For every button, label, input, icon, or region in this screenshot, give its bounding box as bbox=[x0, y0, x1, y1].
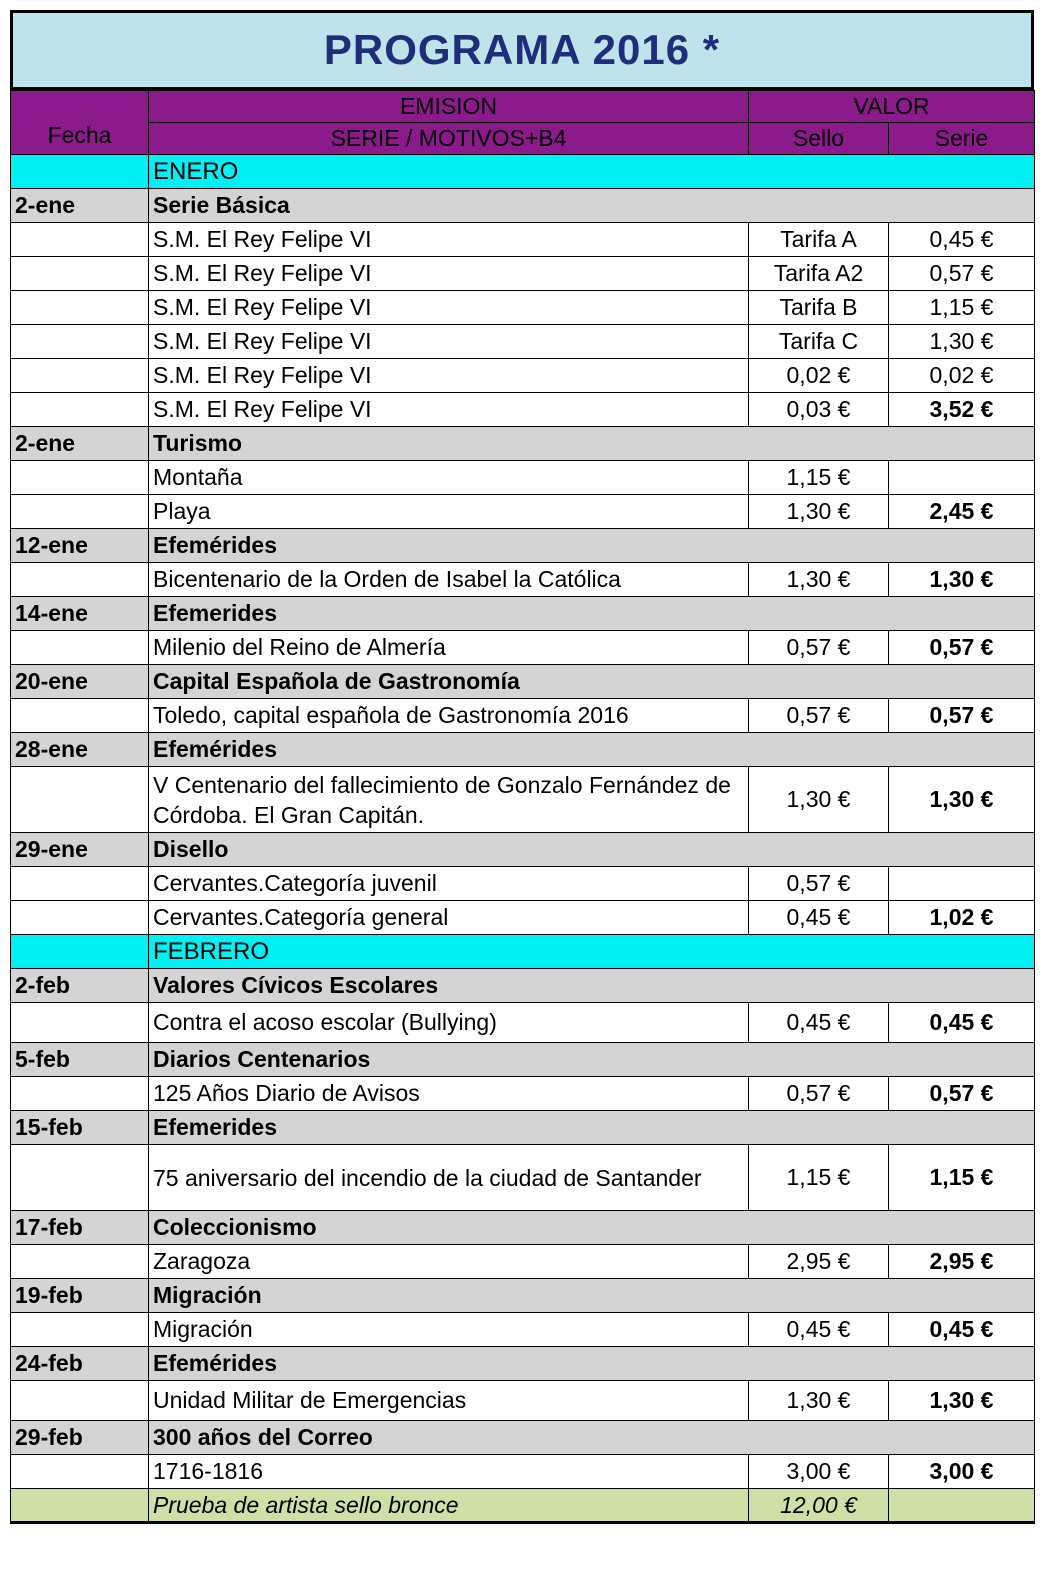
group-date: 2-feb bbox=[11, 969, 149, 1003]
stamp-row bbox=[11, 223, 1035, 257]
stamp-row bbox=[11, 867, 1035, 901]
series-value: 0,45 € bbox=[889, 223, 1035, 257]
group-title: Serie Básica bbox=[149, 189, 1035, 223]
stamp-description: Bicentenario de la Orden de Isabel la Católica bbox=[149, 563, 749, 597]
title-banner bbox=[10, 10, 1034, 90]
date-blank bbox=[11, 1077, 149, 1111]
program-table bbox=[10, 90, 1035, 1524]
stamp-description: Zaragoza bbox=[149, 1245, 749, 1279]
program-sheet bbox=[10, 10, 1034, 1524]
group-title: Valores Cívicos Escolares bbox=[149, 969, 1035, 1003]
series-value: 1,02 € bbox=[889, 901, 1035, 935]
series-value: 1,30 € bbox=[889, 1381, 1035, 1421]
month-spacer bbox=[11, 935, 149, 969]
stamp-row bbox=[11, 1313, 1035, 1347]
group-title: Efemérides bbox=[149, 529, 1035, 563]
group-title: Coleccionismo bbox=[149, 1211, 1035, 1245]
date-blank bbox=[11, 325, 149, 359]
group-row bbox=[11, 1347, 1035, 1381]
date-blank bbox=[11, 699, 149, 733]
series-value: 0,45 € bbox=[889, 1313, 1035, 1347]
series-value: 0,57 € bbox=[889, 699, 1035, 733]
date-blank bbox=[11, 223, 149, 257]
stamp-row bbox=[11, 325, 1035, 359]
header-fecha: Fecha bbox=[11, 91, 149, 155]
series-value bbox=[889, 867, 1035, 901]
group-title: 300 años del Correo bbox=[149, 1421, 1035, 1455]
group-title: Efemérides bbox=[149, 733, 1035, 767]
group-row bbox=[11, 1279, 1035, 1313]
header-row-1 bbox=[11, 91, 1035, 123]
stamp-row bbox=[11, 1381, 1035, 1421]
date-blank bbox=[11, 1245, 149, 1279]
series-value bbox=[889, 461, 1035, 495]
stamp-value: 1,30 € bbox=[749, 767, 889, 833]
date-blank bbox=[11, 867, 149, 901]
group-title: Efemérides bbox=[149, 1347, 1035, 1381]
series-value: 1,15 € bbox=[889, 291, 1035, 325]
stamp-row bbox=[11, 1245, 1035, 1279]
header-serie: Serie bbox=[889, 123, 1035, 155]
group-date: 24-feb bbox=[11, 1347, 149, 1381]
group-row bbox=[11, 529, 1035, 563]
group-row bbox=[11, 733, 1035, 767]
date-blank bbox=[11, 1003, 149, 1043]
stamp-row bbox=[11, 291, 1035, 325]
stamp-description: S.M. El Rey Felipe VI bbox=[149, 257, 749, 291]
stamp-row bbox=[11, 461, 1035, 495]
group-date: 15-feb bbox=[11, 1111, 149, 1145]
page-title: PROGRAMA 2016 * bbox=[323, 26, 721, 73]
group-date: 17-feb bbox=[11, 1211, 149, 1245]
stamp-value: 1,15 € bbox=[749, 1145, 889, 1211]
group-title: Efemerides bbox=[149, 1111, 1035, 1145]
stamp-description: Unidad Militar de Emergencias bbox=[149, 1381, 749, 1421]
stamp-description: 125 Años Diario de Avisos bbox=[149, 1077, 749, 1111]
date-blank bbox=[11, 359, 149, 393]
stamp-value: 1,30 € bbox=[749, 495, 889, 529]
group-date: 20-ene bbox=[11, 665, 149, 699]
date-blank bbox=[11, 495, 149, 529]
stamp-value: Tarifa A bbox=[749, 223, 889, 257]
stamp-description: S.M. El Rey Felipe VI bbox=[149, 393, 749, 427]
stamp-description: Contra el acoso escolar (Bullying) bbox=[149, 1003, 749, 1043]
month-name: FEBRERO bbox=[149, 935, 1035, 969]
month-name: ENERO bbox=[149, 155, 1035, 189]
stamp-row bbox=[11, 699, 1035, 733]
footer-value: 12,00 € bbox=[749, 1489, 889, 1523]
group-row bbox=[11, 597, 1035, 631]
month-row bbox=[11, 935, 1035, 969]
series-value: 2,95 € bbox=[889, 1245, 1035, 1279]
group-title: Turismo bbox=[149, 427, 1035, 461]
stamp-row bbox=[11, 257, 1035, 291]
stamp-value: 0,03 € bbox=[749, 393, 889, 427]
group-row bbox=[11, 1211, 1035, 1245]
stamp-value: 1,30 € bbox=[749, 563, 889, 597]
footer-row bbox=[11, 1489, 1035, 1523]
group-date: 14-ene bbox=[11, 597, 149, 631]
header-sello: Sello bbox=[749, 123, 889, 155]
series-value: 1,30 € bbox=[889, 767, 1035, 833]
stamp-value: 1,15 € bbox=[749, 461, 889, 495]
series-value: 0,57 € bbox=[889, 257, 1035, 291]
stamp-value: 3,00 € bbox=[749, 1455, 889, 1489]
stamp-value: 0,45 € bbox=[749, 901, 889, 935]
group-date: 12-ene bbox=[11, 529, 149, 563]
stamp-description: S.M. El Rey Felipe VI bbox=[149, 359, 749, 393]
stamp-row bbox=[11, 1145, 1035, 1211]
stamp-description: Migración bbox=[149, 1313, 749, 1347]
stamp-description: V Centenario del fallecimiento de Gonzalo Fernández de Córdoba. El Gran Capitán. bbox=[149, 767, 749, 833]
date-blank bbox=[11, 1313, 149, 1347]
group-title: Capital Española de Gastronomía bbox=[149, 665, 1035, 699]
stamp-value: Tarifa A2 bbox=[749, 257, 889, 291]
group-date: 2-ene bbox=[11, 427, 149, 461]
stamp-value: Tarifa C bbox=[749, 325, 889, 359]
stamp-description: Cervantes.Categoría general bbox=[149, 901, 749, 935]
group-row bbox=[11, 665, 1035, 699]
stamp-value: 0,57 € bbox=[749, 867, 889, 901]
stamp-value: 0,57 € bbox=[749, 631, 889, 665]
date-blank bbox=[11, 393, 149, 427]
stamp-value: 0,57 € bbox=[749, 699, 889, 733]
stamp-description: Toledo, capital española de Gastronomía 2016 bbox=[149, 699, 749, 733]
stamp-row bbox=[11, 1455, 1035, 1489]
series-value: 1,15 € bbox=[889, 1145, 1035, 1211]
stamp-description: Playa bbox=[149, 495, 749, 529]
footer-blank-2 bbox=[889, 1489, 1035, 1523]
stamp-value: 0,02 € bbox=[749, 359, 889, 393]
date-blank bbox=[11, 901, 149, 935]
stamp-value: 2,95 € bbox=[749, 1245, 889, 1279]
group-row bbox=[11, 1111, 1035, 1145]
series-value: 0,57 € bbox=[889, 1077, 1035, 1111]
group-row bbox=[11, 427, 1035, 461]
stamp-row bbox=[11, 1003, 1035, 1043]
header-row-2 bbox=[11, 123, 1035, 155]
group-row bbox=[11, 833, 1035, 867]
header-serie-motivos: SERIE / MOTIVOS+B4 bbox=[149, 123, 749, 155]
group-title: Disello bbox=[149, 833, 1035, 867]
header-emision: EMISION bbox=[149, 91, 749, 123]
stamp-value: Tarifa B bbox=[749, 291, 889, 325]
series-value: 3,52 € bbox=[889, 393, 1035, 427]
group-row bbox=[11, 1043, 1035, 1077]
stamp-description: Milenio del Reino de Almería bbox=[149, 631, 749, 665]
date-blank bbox=[11, 461, 149, 495]
stamp-row bbox=[11, 767, 1035, 833]
stamp-description: 75 aniversario del incendio de la ciudad de Santander bbox=[149, 1145, 749, 1211]
date-blank bbox=[11, 563, 149, 597]
stamp-row bbox=[11, 1077, 1035, 1111]
month-spacer bbox=[11, 155, 149, 189]
date-blank bbox=[11, 1381, 149, 1421]
group-row bbox=[11, 969, 1035, 1003]
stamp-description: S.M. El Rey Felipe VI bbox=[149, 291, 749, 325]
stamp-description: S.M. El Rey Felipe VI bbox=[149, 223, 749, 257]
stamp-row bbox=[11, 495, 1035, 529]
group-date: 2-ene bbox=[11, 189, 149, 223]
group-date: 29-feb bbox=[11, 1421, 149, 1455]
stamp-value: 1,30 € bbox=[749, 1381, 889, 1421]
group-row bbox=[11, 189, 1035, 223]
date-blank bbox=[11, 631, 149, 665]
series-value: 1,30 € bbox=[889, 563, 1035, 597]
header-valor: VALOR bbox=[749, 91, 1035, 123]
stamp-description: S.M. El Rey Felipe VI bbox=[149, 325, 749, 359]
stamp-description: Cervantes.Categoría juvenil bbox=[149, 867, 749, 901]
series-value: 3,00 € bbox=[889, 1455, 1035, 1489]
series-value: 0,57 € bbox=[889, 631, 1035, 665]
footer-description: Prueba de artista sello bronce bbox=[149, 1489, 749, 1523]
group-title: Migración bbox=[149, 1279, 1035, 1313]
group-row bbox=[11, 1421, 1035, 1455]
stamp-description: Montaña bbox=[149, 461, 749, 495]
stamp-row bbox=[11, 393, 1035, 427]
series-value: 0,02 € bbox=[889, 359, 1035, 393]
stamp-row bbox=[11, 563, 1035, 597]
group-date: 5-feb bbox=[11, 1043, 149, 1077]
date-blank bbox=[11, 767, 149, 833]
series-value: 0,45 € bbox=[889, 1003, 1035, 1043]
stamp-row bbox=[11, 631, 1035, 665]
group-date: 19-feb bbox=[11, 1279, 149, 1313]
date-blank bbox=[11, 1145, 149, 1211]
stamp-row bbox=[11, 901, 1035, 935]
footer-blank bbox=[11, 1489, 149, 1523]
group-title: Efemerides bbox=[149, 597, 1035, 631]
month-row bbox=[11, 155, 1035, 189]
group-title: Diarios Centenarios bbox=[149, 1043, 1035, 1077]
stamp-value: 0,45 € bbox=[749, 1003, 889, 1043]
stamp-value: 0,57 € bbox=[749, 1077, 889, 1111]
group-date: 28-ene bbox=[11, 733, 149, 767]
series-value: 2,45 € bbox=[889, 495, 1035, 529]
date-blank bbox=[11, 257, 149, 291]
series-value: 1,30 € bbox=[889, 325, 1035, 359]
date-blank bbox=[11, 1455, 149, 1489]
stamp-value: 0,45 € bbox=[749, 1313, 889, 1347]
group-date: 29-ene bbox=[11, 833, 149, 867]
stamp-row bbox=[11, 359, 1035, 393]
stamp-description: 1716-1816 bbox=[149, 1455, 749, 1489]
date-blank bbox=[11, 291, 149, 325]
